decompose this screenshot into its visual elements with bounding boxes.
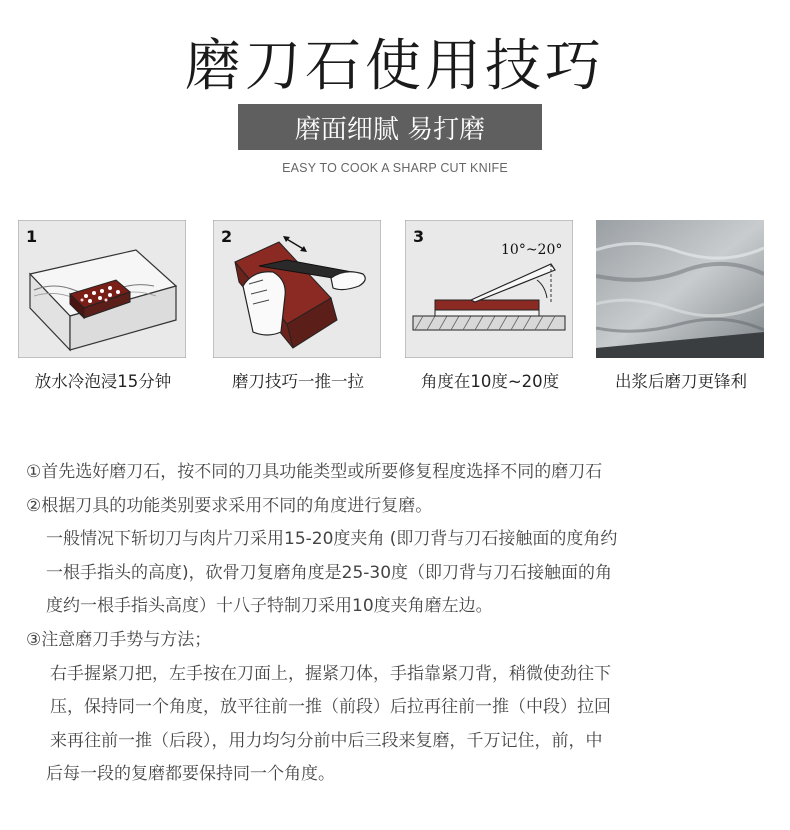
instruction-line: 右手握紧刀把，左手按在刀面上，握紧刀体，手指靠紧刀背，稍微使劲往下 [50,663,611,684]
instruction-line: ③注意磨刀手势与方法； [26,629,212,650]
instruction-line: 度约一根手指头高度）十八子特制刀采用10度夹角磨左边。 [46,596,493,617]
push-pull-illustration [213,220,381,358]
step-caption: 出浆后磨刀更锋利 [615,372,747,391]
instruction-line: 压，保持同一个角度，放平往前一推（前段）后拉再往前一推（中段）拉回 [50,697,611,718]
page-title: 磨刀石使用技巧 [185,34,605,99]
slurry-photo [596,220,764,358]
subtitle: EASY TO COOK A SHARP CUT KNIFE [282,161,508,175]
step-number: 3 [413,227,425,246]
soak-stone-illustration [18,220,186,358]
instruction-line: 一般情况下斩切刀与肉片刀采用15-20度夹角 (即刀背与刀石接触面的度角约 [46,529,618,550]
step-number: 1 [26,227,38,246]
instruction-line: 来再往前一推（后段），用力均匀分前中后三段来复磨，千万记住，前，中 [50,730,603,751]
instruction-line: ①首先选好磨刀石，按不同的刀具功能类型或所要修复程度选择不同的磨刀石 [26,462,603,482]
angle-label: 10°~20° [501,242,563,258]
angle-illustration [405,220,573,358]
instruction-line: ②根据刀具的功能类别要求采用不同的角度进行复磨。 [26,495,433,516]
instructions [26,456,776,792]
banner-text: 磨面细腻 易打磨 [294,114,486,145]
step-caption: 放水冷泡浸15分钟 [34,372,172,391]
instruction-line: 后每一段的复磨都要保持同一个角度。 [46,764,335,785]
step-caption: 磨刀技巧一推一拉 [232,372,364,391]
banner [238,104,542,150]
instruction-line: 一根手指头的高度)，砍骨刀复磨角度是25-30度（即刀背与刀石接触面的角 [46,562,613,583]
step-number: 2 [221,227,233,246]
step-caption: 角度在10度~20度 [420,372,560,391]
